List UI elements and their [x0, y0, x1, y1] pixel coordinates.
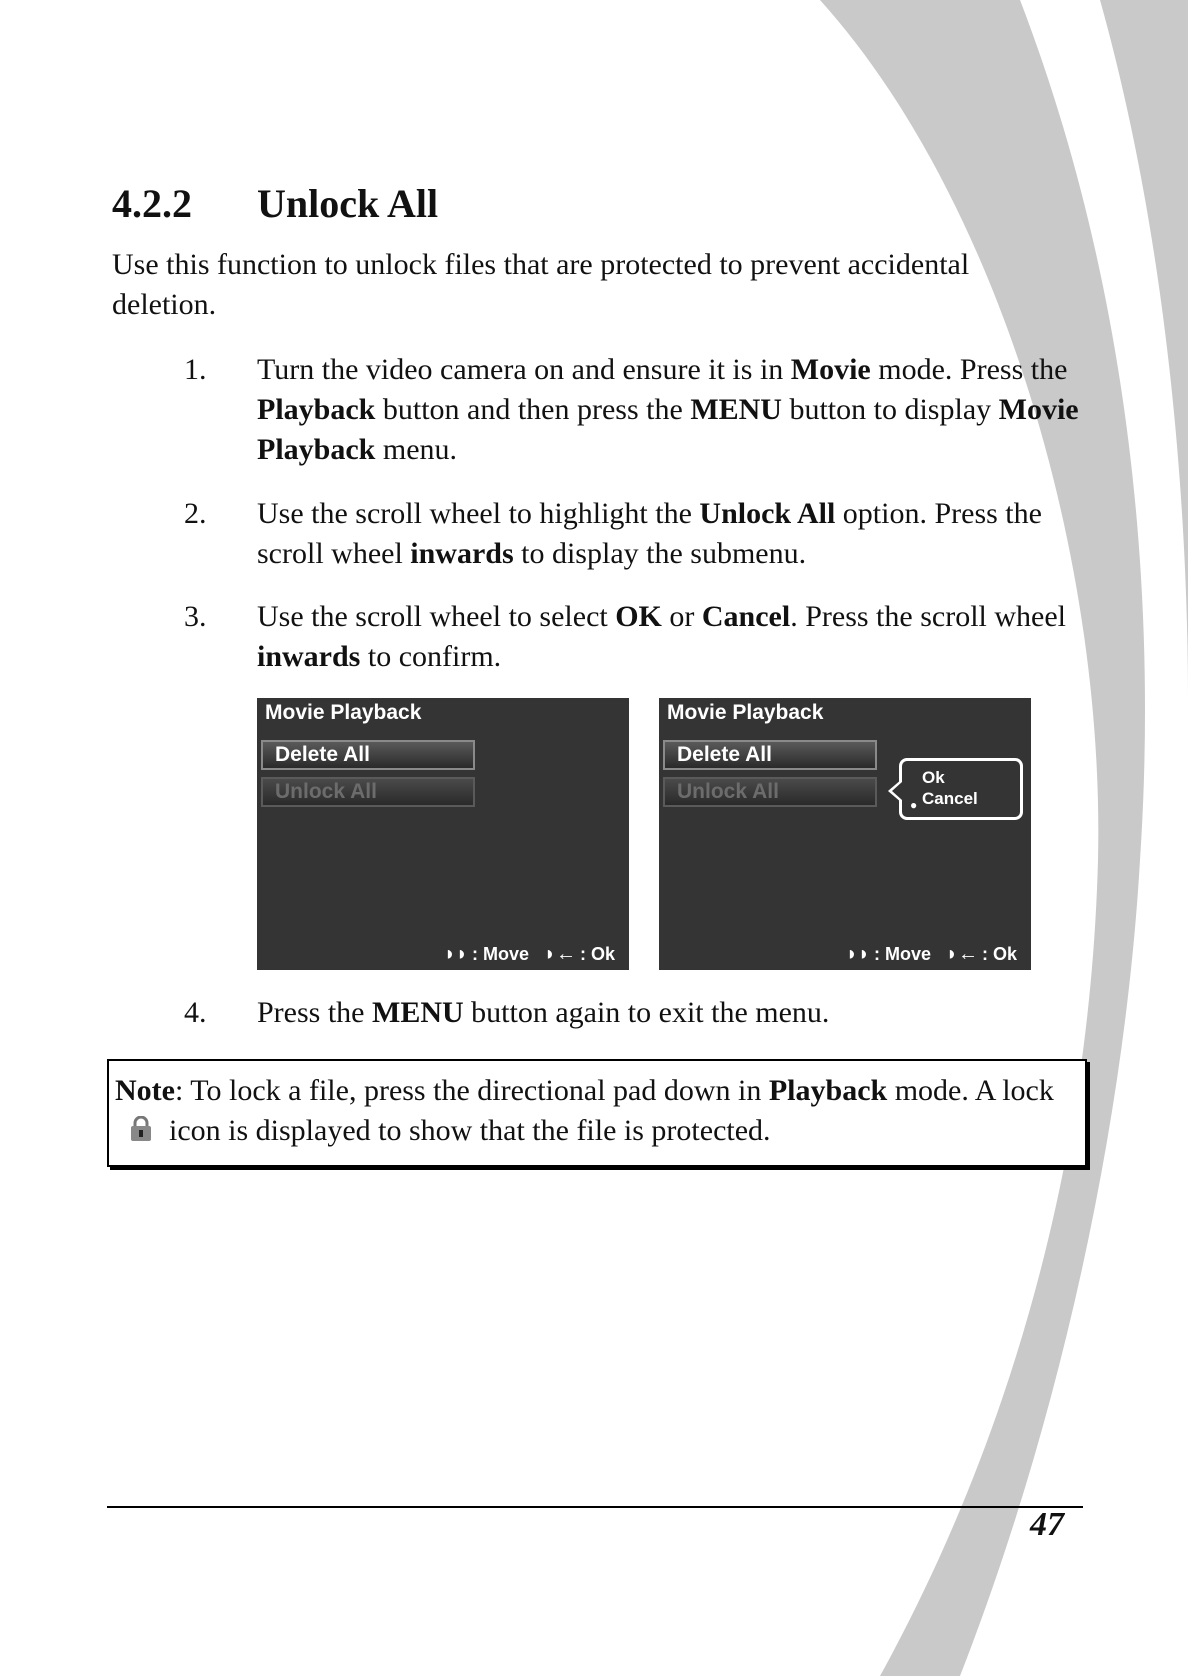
- unlock-all-option: Unlock All: [663, 777, 877, 807]
- submenu-pointer: [888, 779, 902, 803]
- move-hint: ◗◗ : Move: [443, 943, 529, 965]
- page-number: 47: [1030, 1506, 1064, 1543]
- footer-rule: [107, 1506, 1083, 1508]
- move-hint: ◗◗ : Move: [845, 943, 931, 965]
- scroll-wheel-icon: ◗◗: [845, 943, 870, 965]
- submenu-cancel: Cancel: [922, 789, 978, 808]
- step-number: 1.: [184, 353, 207, 386]
- scroll-wheel-icon: ◗◗: [443, 943, 468, 965]
- menu-screenshot-2: [659, 698, 1031, 970]
- intro-paragraph: Use this function to unlock files that are protected to prevent accidental deletion.: [112, 248, 970, 321]
- step-number: 4.: [184, 996, 207, 1029]
- press-inward-icon: ◗←: [945, 943, 978, 965]
- lock-icon: [129, 1116, 153, 1142]
- section-heading: [112, 180, 438, 227]
- section-title: Unlock All: [257, 181, 439, 226]
- step-text: Press the MENU button again to exit the menu.: [257, 996, 830, 1029]
- ok-hint: ◗← : Ok: [543, 943, 615, 965]
- step-3: [184, 597, 1104, 677]
- note-label: Note: [115, 1074, 175, 1107]
- delete-all-option: Delete All: [261, 740, 475, 770]
- submenu-ok: Ok: [922, 768, 945, 787]
- delete-all-option: Delete All: [663, 740, 877, 770]
- press-inward-icon: ◗←: [543, 943, 576, 965]
- step-text: Use the scroll wheel to highlight the Unlock All option. Press the scroll wheel inwards to display the submenu.: [257, 497, 1042, 570]
- step-text: Use the scroll wheel to select OK or Cancel. Press the scroll wheel inwards to confirm.: [257, 600, 1066, 673]
- section-number: 4.2.2: [112, 181, 192, 226]
- step-1: [184, 350, 1104, 470]
- step-2: [184, 494, 1104, 574]
- confirm-submenu: [899, 758, 1023, 820]
- step-4: [184, 993, 1104, 1033]
- step-number: 2.: [184, 497, 207, 530]
- unlock-all-option: Unlock All: [261, 777, 475, 807]
- note-box: Note: To lock a file, press the directional pad down in Playback mode. A lockicon is displayed to show that the file is protected.: [107, 1059, 1087, 1167]
- step-text: Turn the video camera on and ensure it is in Movie mode. Press the Playback button and then press the MENU button to display Movie Playback menu.: [257, 353, 1079, 466]
- step-number: 3.: [184, 600, 207, 633]
- screen-title: Movie Playback: [667, 701, 824, 724]
- ok-hint: ◗← : Ok: [945, 943, 1017, 965]
- menu-screenshot-1: [257, 698, 629, 970]
- selection-dot-icon: ●: [910, 798, 918, 812]
- screen-title: Movie Playback: [265, 701, 422, 724]
